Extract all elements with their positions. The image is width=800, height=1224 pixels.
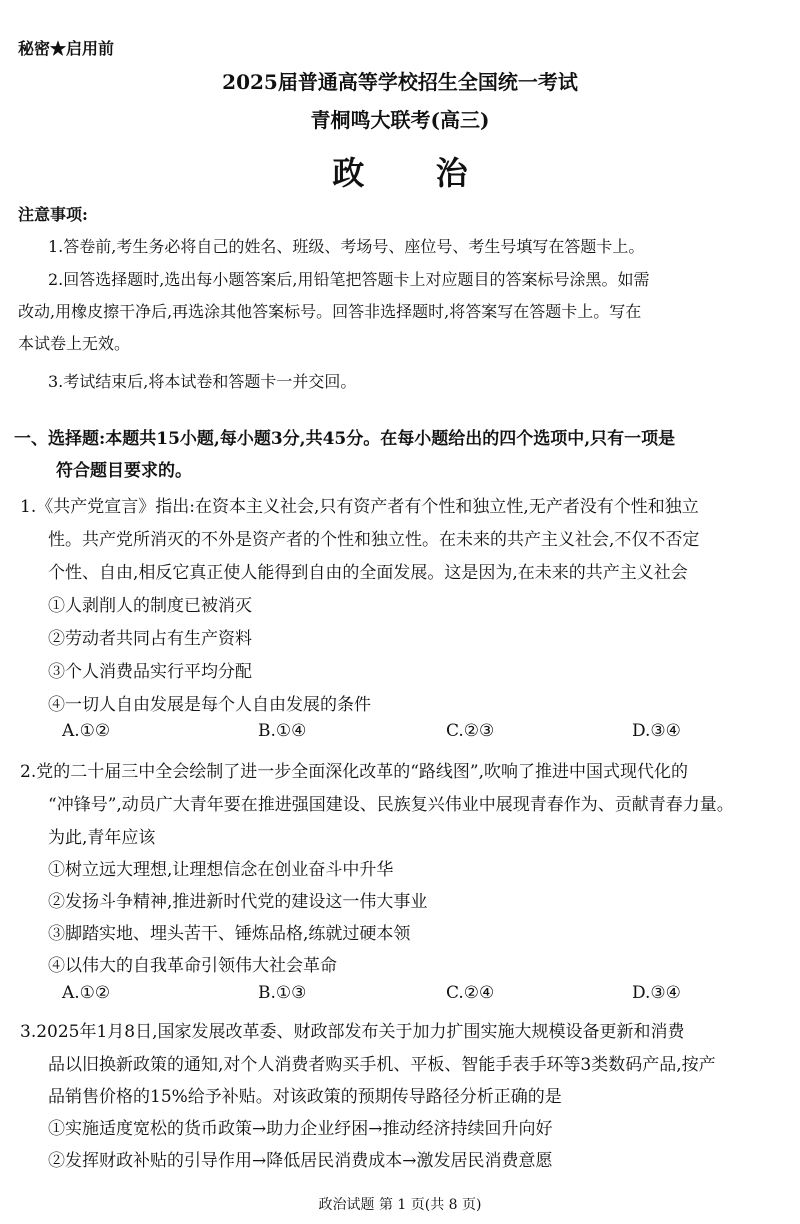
notice-line: 本试卷上无效。 [18, 334, 131, 353]
notice-heading: 注意事项: [18, 205, 88, 224]
question-2-choice-c: C.②④ [446, 983, 495, 1003]
question-1-choice-c: C.②③ [446, 721, 495, 741]
question-2-choice-b: B.①③ [258, 983, 307, 1003]
question-2-stem: 为此,青年应该 [48, 828, 156, 848]
question-2-stem: 2.党的二十届三中全会绘制了进一步全面深化改革的“路线图”,吹响了推进中国式现代化的 [20, 762, 689, 782]
question-1-stem: 性。共产党所消灭的不外是资产者的个性和独立性。在未来的共产主义社会,不仅不否定 [48, 530, 700, 550]
section-heading: 一、选择题:本题共15小题,每小题3分,共45分。在每小题给出的四个选项中,只有一项是 [14, 429, 676, 449]
question-1-stem: 个性、自由,相反它真正使人能得到自由的全面发展。这是因为,在未来的共产主义社会 [48, 563, 688, 583]
question-3-item: ②发挥财政补贴的引导作用→降低居民消费成本→激发居民消费意愿 [48, 1151, 553, 1171]
question-3-stem: 品以旧换新政策的通知,对个人消费者购买手机、平板、智能手表手环等3类数码产品,按产 [48, 1055, 716, 1075]
question-1-item: ①人剥削人的制度已被消灭 [48, 596, 252, 616]
exam-title: 2025届普通高等学校招生全国统一考试 [222, 70, 578, 94]
question-2-choice-d: D.③④ [632, 983, 681, 1003]
question-1-item: ④一切人自由发展是每个人自由发展的条件 [48, 695, 371, 715]
section-heading-cont: 符合题目要求的。 [56, 461, 192, 481]
page-footer: 政治试题 第 1 页(共 8 页) [318, 1197, 482, 1213]
question-1-item: ③个人消费品实行平均分配 [48, 662, 252, 682]
confidential-label: 秘密★启用前 [18, 39, 115, 58]
question-2-choice-a: A.①② [62, 983, 111, 1003]
notice-line: 3.考试结束后,将本试卷和答题卡一并交回。 [48, 372, 357, 391]
question-1-choice-d: D.③④ [632, 721, 681, 741]
question-1-item: ②劳动者共同占有生产资料 [48, 629, 252, 649]
question-1-choice-b: B.①④ [258, 721, 307, 741]
notice-line: 改动,用橡皮擦干净后,再选涂其他答案标号。回答非选择题时,将答案写在答题卡上。写在 [18, 302, 642, 321]
question-1-stem: 1.《共产党宣言》指出:在资本主义社会,只有资产者有个性和独立性,无产者没有个性和独立 [20, 497, 699, 517]
exam-subtitle: 青桐鸣大联考(高三) [310, 108, 490, 132]
question-2-stem: “冲锋号”,动员广大青年要在推进强国建设、民族复兴伟业中展现青春作为、贡献青春力量。 [48, 795, 734, 815]
question-1-choice-a: A.①② [62, 721, 111, 741]
notice-line: 1.答卷前,考生务必将自己的姓名、班级、考场号、座位号、考生号填写在答题卡上。 [48, 237, 645, 256]
subject-title: 政 治 [332, 154, 498, 192]
question-3-stem: 3.2025年1月8日,国家发展改革委、财政部发布关于加力扩围实施大规模设备更新和消费 [20, 1022, 685, 1042]
question-2-item: ②发扬斗争精神,推进新时代党的建设这一伟大事业 [48, 892, 428, 912]
notice-line: 2.回答选择题时,选出每小题答案后,用铅笔把答题卡上对应题目的答案标号涂黑。如需 [48, 270, 650, 289]
question-3-item: ①实施适度宽松的货币政策→助力企业纾困→推动经济持续回升向好 [48, 1119, 553, 1139]
question-2-item: ③脚踏实地、埋头苦干、锤炼品格,练就过硬本领 [48, 924, 411, 944]
question-2-item: ①树立远大理想,让理想信念在创业奋斗中升华 [48, 860, 394, 880]
question-2-item: ④以伟大的自我革命引领伟大社会革命 [48, 956, 337, 976]
question-3-stem: 品销售价格的15%给予补贴。对该政策的预期传导路径分析正确的是 [48, 1087, 562, 1107]
